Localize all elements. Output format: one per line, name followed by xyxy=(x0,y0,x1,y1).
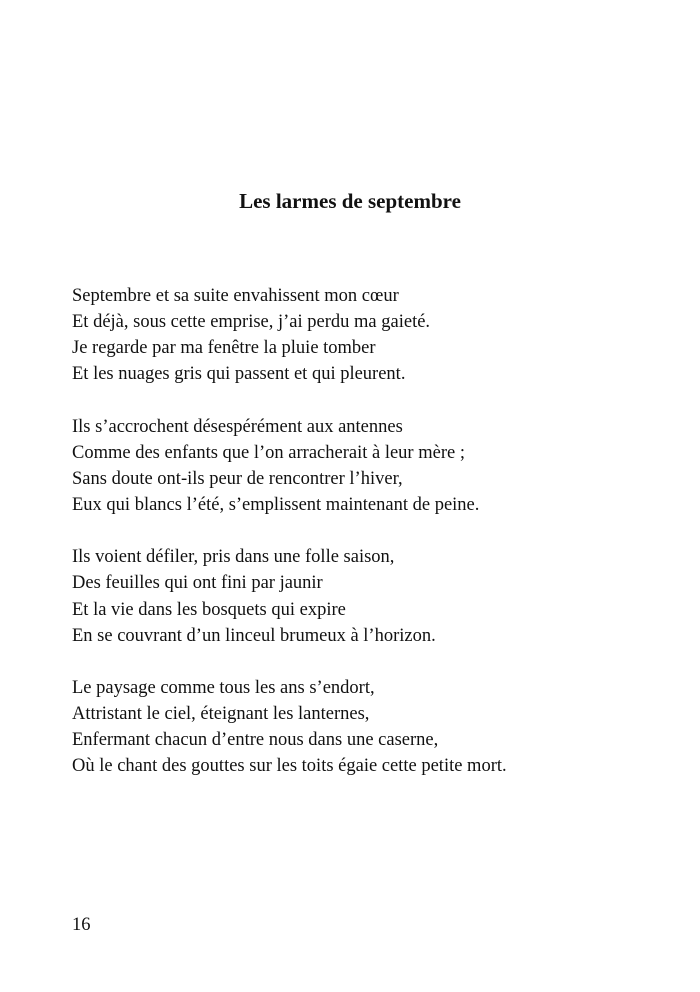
poem-line: En se couvrant d’un linceul brumeux à l’horizon. xyxy=(72,625,436,646)
poem-line: Comme des enfants que l’on arracherait à leur mère ; xyxy=(72,442,465,463)
poem-line: Ils voient défiler, pris dans une folle saison, xyxy=(72,547,395,568)
stanza-2 xyxy=(72,414,507,518)
poem-line: Et déjà, sous cette emprise, j’ai perdu ma gaieté. xyxy=(72,312,431,333)
poem-line: Ils s’accrochent désespérément aux antennes xyxy=(72,416,403,437)
poem-line: Eux qui blancs l’été, s’emplissent maintenant de peine. xyxy=(72,494,480,515)
poem-line: Des feuilles qui ont fini par jaunir xyxy=(72,573,323,594)
page-number: 16 xyxy=(72,915,91,935)
stanza-1 xyxy=(72,283,507,387)
poem-line: Attristant le ciel, éteignant les lanternes, xyxy=(72,704,370,725)
poem-line: Enfermant chacun d’entre nous dans une caserne, xyxy=(72,730,439,751)
poem-line: Septembre et sa suite envahissent mon cœur xyxy=(72,286,399,306)
poem-title: Les larmes de septembre xyxy=(239,189,461,213)
poem-line: Le paysage comme tous les ans s’endort, xyxy=(72,678,375,699)
stanza-4 xyxy=(72,675,507,779)
poem-line: Je regarde par ma fenêtre la pluie tomber xyxy=(72,338,376,359)
poem-body xyxy=(72,283,507,806)
poem-line: Sans doute ont-ils peur de rencontrer l’hiver, xyxy=(72,468,403,489)
poem-line: Où le chant des gouttes sur les toits égaie cette petite mort. xyxy=(72,756,507,777)
poem-line: Et la vie dans les bosquets qui expire xyxy=(72,599,346,620)
poem-line: Et les nuages gris qui passent et qui pleurent. xyxy=(72,364,406,385)
stanza-3 xyxy=(72,544,507,648)
